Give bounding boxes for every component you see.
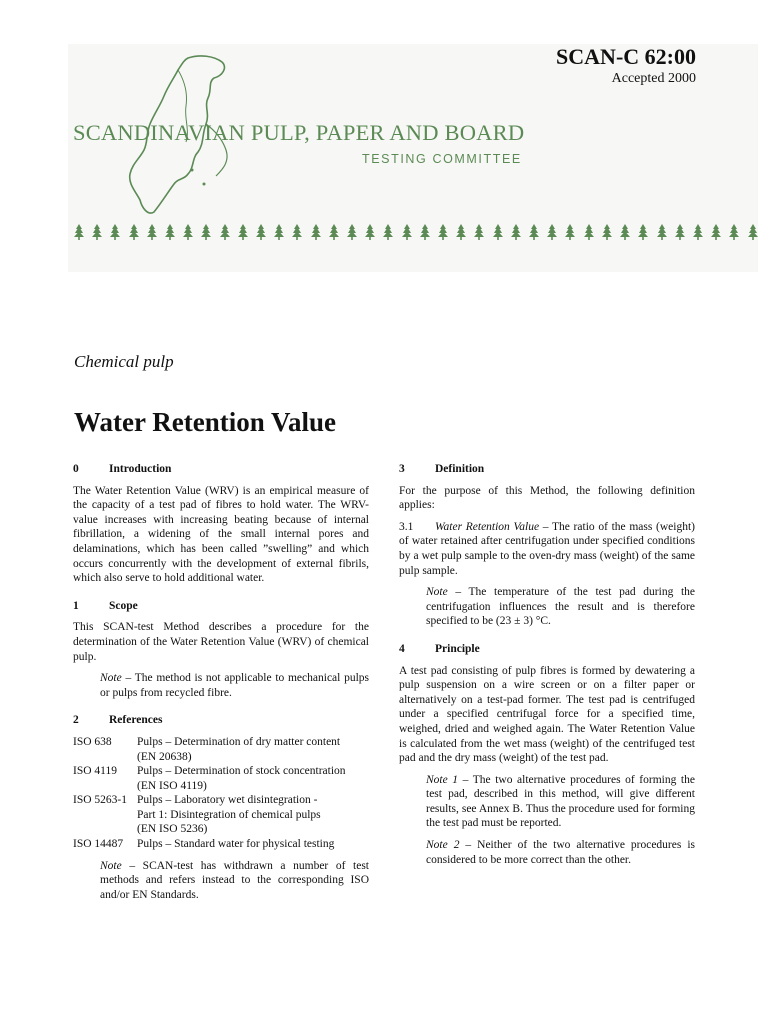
tree-icon <box>201 224 211 240</box>
note-text: – SCAN-test has withdrawn a number of test methods and refers instead to the corresponding ISO and/or EN Standards. <box>100 859 369 901</box>
tree-icon <box>147 224 157 240</box>
document-category: Chemical pulp <box>74 352 174 371</box>
reference-title: Pulps – Standard water for physical testing <box>137 838 335 851</box>
section-title: Scope <box>109 599 138 612</box>
note-label: Note <box>100 859 122 872</box>
tree-icon <box>238 224 248 240</box>
tree-icon <box>183 224 193 240</box>
tree-icon <box>547 224 557 240</box>
note-text: – Neither of the two alternative procedures is considered to be more correct than the other. <box>426 839 695 866</box>
tree-icon <box>511 224 521 240</box>
section-number: 2 <box>73 714 79 727</box>
principle-note-2 <box>426 838 695 867</box>
tree-icon <box>602 224 612 240</box>
tree-icon <box>675 224 685 240</box>
tree-icon <box>529 224 539 240</box>
tree-icon <box>729 224 739 240</box>
principle-text: A test pad consisting of pulp fibres is formed by dewatering a pulp suspension on a wire screen or on a filter paper or alternatively on a test-pad former. The test pad is centrifuged under a specified centrifugal force for a specified time, weighed, dried and weighed again. The Water Retention Value is calculated from the wet mass (weight) of the centrifuged test pad and the dry mass (weight) of the test pad. <box>399 664 695 765</box>
section-heading-definition <box>399 462 695 477</box>
tree-icon <box>748 224 758 240</box>
tree-icon <box>438 224 448 240</box>
definition-item <box>399 520 695 578</box>
reference-item <box>73 764 369 779</box>
tree-icon <box>402 224 412 240</box>
reference-extra: Part 1: Disintegration of chemical pulps <box>137 808 321 821</box>
note-label: Note <box>426 586 448 599</box>
note-label: Note 1 <box>426 773 459 786</box>
reference-item <box>73 837 369 852</box>
tree-icon <box>657 224 667 240</box>
reference-title: Pulps – Laboratory wet disintegration - <box>137 794 318 807</box>
section-heading-scope <box>73 599 369 614</box>
reference-extra: (EN 20638) <box>137 750 192 763</box>
tree-icon <box>256 224 266 240</box>
note-label: Note 2 <box>426 839 460 852</box>
right-column <box>399 462 695 867</box>
section-title: Definition <box>435 463 485 475</box>
note-text: – The method is not applicable to mechanical pulps or pulps from recycled fibre. <box>100 672 369 699</box>
section-number: 1 <box>73 599 79 612</box>
accepted-year: Accepted 2000 <box>611 71 696 86</box>
org-name: SCANDINAVIAN PULP, PAPER AND BOARD <box>73 120 525 145</box>
tree-icon <box>620 224 630 240</box>
tree-icon <box>638 224 648 240</box>
reference-extra: (EN ISO 5236) <box>137 823 208 836</box>
tree-icon <box>110 224 120 240</box>
definition-text: – The ratio of the mass (weight) of water retained after centrifugation under specified conditions by a wet pulp sample to the oven-dry mass (weight) of the same pulp sample. <box>399 520 695 577</box>
section-number: 3 <box>399 463 405 475</box>
reference-item <box>73 793 369 808</box>
section-heading-principle <box>399 642 695 657</box>
section-title: Introduction <box>109 463 172 475</box>
tree-icon <box>165 224 175 240</box>
tree-icon <box>274 224 284 240</box>
tree-icon <box>220 224 230 240</box>
tree-icon <box>92 224 102 240</box>
reference-code: ISO 4119 <box>73 765 117 778</box>
definition-term: Water Retention Value <box>435 520 540 533</box>
tree-icon <box>311 224 321 240</box>
reference-code: ISO 5263-1 <box>73 794 127 807</box>
note-text: – The two alternative procedures of forming the test pad, described in this method, will give different results, see Annex B. Thus the procedure used for forming the test pad must be reported. <box>426 773 695 830</box>
section-title: References <box>109 714 163 727</box>
tree-icon <box>383 224 393 240</box>
tree-icon <box>74 224 84 240</box>
section-number: 4 <box>399 642 405 655</box>
tree-icon <box>329 224 339 240</box>
tree-icon <box>347 224 357 240</box>
reference-item <box>73 735 369 750</box>
tree-icon <box>711 224 721 240</box>
introduction-text: The Water Retention Value (WRV) is an empirical measure of the capacity of a test pad of fibres to hold water. The WRV-value increases with increasing beating because of internal fibrillation, a widening of the small internal pores and delaminations, which has been called ”swelling” and which occurs concurrently with the development of external fibrils, which also serve to hold additional water. <box>73 484 369 585</box>
scope-text: This SCAN-test Method describes a procedure for the determination of the Water Retention Value (WRV) of chemical pulp. <box>73 621 369 663</box>
reference-list <box>73 735 369 852</box>
document-title: Water Retention Value <box>74 407 336 437</box>
tree-icon <box>365 224 375 240</box>
reference-title: Pulps – Determination of dry matter content <box>137 735 341 748</box>
scope-note <box>100 671 369 700</box>
tree-icon <box>129 224 139 240</box>
standard-number: SCAN-C 62:00 <box>556 44 696 69</box>
principle-note-1 <box>426 773 695 831</box>
note-label: Note <box>100 672 122 685</box>
tree-icon <box>420 224 430 240</box>
section-heading-introduction <box>73 462 369 477</box>
references-note <box>100 859 369 903</box>
tree-icon <box>493 224 503 240</box>
definition-intro: For the purpose of this Method, the following definition applies: <box>399 484 695 512</box>
tree-border <box>74 224 758 240</box>
section-title: Principle <box>435 642 480 655</box>
reference-code: ISO 14487 <box>73 838 124 851</box>
definition-note <box>426 585 695 629</box>
org-subtitle: TESTING COMMITTEE <box>362 152 522 166</box>
reference-title: Pulps – Determination of stock concentration <box>137 765 346 778</box>
reference-code: ISO 638 <box>73 735 112 748</box>
tree-icon <box>456 224 466 240</box>
tree-icon <box>292 224 302 240</box>
section-heading-references <box>73 713 369 728</box>
section-number: 0 <box>73 463 79 475</box>
tree-icon <box>565 224 575 240</box>
definition-number: 3.1 <box>399 520 414 533</box>
tree-icon <box>584 224 594 240</box>
left-column <box>73 462 369 902</box>
note-text: – The temperature of the test pad during the centrifugation influences the result and is therefore specified to be (23 ± 3) °C. <box>426 586 695 628</box>
tree-icon <box>693 224 703 240</box>
reference-extra: (EN ISO 4119) <box>137 779 207 792</box>
tree-icon <box>474 224 484 240</box>
